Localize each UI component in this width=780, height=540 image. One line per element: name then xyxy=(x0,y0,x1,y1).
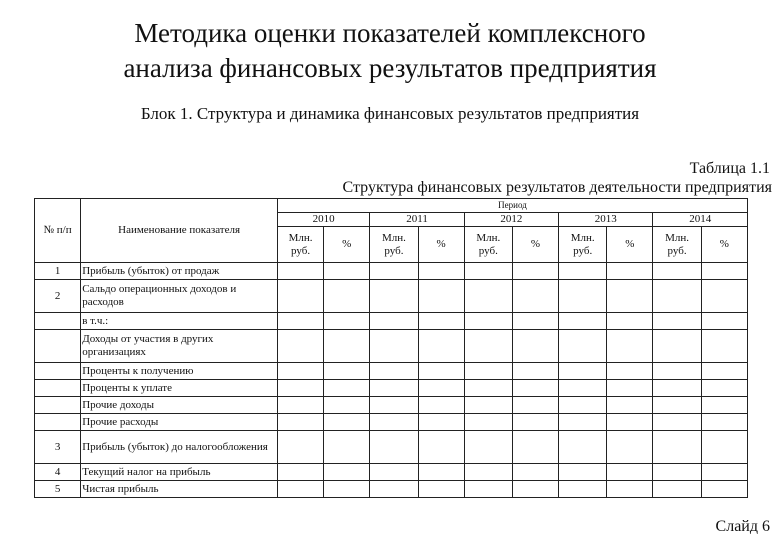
value-cell xyxy=(607,313,653,330)
value-cell xyxy=(559,380,607,397)
row-number xyxy=(35,363,81,380)
value-cell xyxy=(653,313,701,330)
row-number xyxy=(35,380,81,397)
value-cell xyxy=(277,313,323,330)
value-cell xyxy=(559,481,607,498)
value-cell xyxy=(653,414,701,431)
value-cell xyxy=(607,263,653,280)
value-cell xyxy=(324,397,370,414)
value-cell xyxy=(653,481,701,498)
value-cell xyxy=(559,263,607,280)
row-number xyxy=(35,313,81,330)
value-cell xyxy=(324,330,370,363)
financial-results-table xyxy=(34,198,748,498)
value-cell xyxy=(277,330,323,363)
row-name: Проценты к получению xyxy=(81,363,278,380)
header-unit-pct: % xyxy=(701,227,747,263)
value-cell xyxy=(324,313,370,330)
value-cell xyxy=(464,363,512,380)
value-cell xyxy=(464,464,512,481)
value-cell xyxy=(418,313,464,330)
value-cell xyxy=(701,363,747,380)
value-cell xyxy=(370,397,418,414)
row-name: Прочие расходы xyxy=(81,414,278,431)
row-name: в т.ч.: xyxy=(81,313,278,330)
value-cell xyxy=(464,431,512,464)
value-cell xyxy=(701,280,747,313)
value-cell xyxy=(607,380,653,397)
value-cell xyxy=(370,280,418,313)
value-cell xyxy=(607,464,653,481)
value-cell xyxy=(559,414,607,431)
value-cell xyxy=(653,330,701,363)
value-cell xyxy=(607,363,653,380)
value-cell xyxy=(418,464,464,481)
value-cell xyxy=(701,414,747,431)
header-year-2011: 2011 xyxy=(370,213,464,227)
value-cell xyxy=(559,397,607,414)
row-name: Сальдо операционных доходов и расходов xyxy=(81,280,278,313)
row-number: 3 xyxy=(35,431,81,464)
value-cell xyxy=(464,280,512,313)
value-cell xyxy=(653,263,701,280)
value-cell xyxy=(370,380,418,397)
value-cell xyxy=(512,431,558,464)
value-cell xyxy=(418,481,464,498)
value-cell xyxy=(464,481,512,498)
table-row xyxy=(35,280,748,313)
header-unit-mln: Млн. руб. xyxy=(653,227,701,263)
value-cell xyxy=(512,280,558,313)
value-cell xyxy=(418,280,464,313)
header-unit-pct: % xyxy=(512,227,558,263)
value-cell xyxy=(464,380,512,397)
value-cell xyxy=(607,481,653,498)
header-unit-mln: Млн. руб. xyxy=(559,227,607,263)
header-year-2013: 2013 xyxy=(559,213,653,227)
table-row xyxy=(35,330,748,363)
value-cell xyxy=(653,380,701,397)
table-caption: Структура финансовых результатов деятельности предприятия xyxy=(342,179,772,196)
header-year-2010: 2010 xyxy=(277,213,369,227)
value-cell xyxy=(701,397,747,414)
header-period: Период xyxy=(277,199,747,213)
value-cell xyxy=(464,330,512,363)
header-unit-mln: Млн. руб. xyxy=(277,227,323,263)
row-name: Проценты к уплате xyxy=(81,380,278,397)
value-cell xyxy=(418,363,464,380)
slide-title xyxy=(0,16,780,86)
value-cell xyxy=(559,431,607,464)
table-row xyxy=(35,263,748,280)
row-name: Текущий налог на прибыль xyxy=(81,464,278,481)
value-cell xyxy=(370,431,418,464)
value-cell xyxy=(512,397,558,414)
slide-subtitle: Блок 1. Структура и динамика финансовых результатов предприятия xyxy=(140,104,640,123)
table-row xyxy=(35,464,748,481)
value-cell xyxy=(701,313,747,330)
value-cell xyxy=(370,481,418,498)
value-cell xyxy=(653,397,701,414)
value-cell xyxy=(324,431,370,464)
value-cell xyxy=(418,397,464,414)
value-cell xyxy=(324,363,370,380)
header-name: Наименование показателя xyxy=(81,199,278,263)
header-num: № п/п xyxy=(35,199,81,263)
slide-number: Слайд 6 xyxy=(715,518,770,535)
value-cell xyxy=(701,431,747,464)
value-cell xyxy=(653,363,701,380)
value-cell xyxy=(324,280,370,313)
value-cell xyxy=(559,464,607,481)
value-cell xyxy=(559,313,607,330)
value-cell xyxy=(277,380,323,397)
header-unit-pct: % xyxy=(324,227,370,263)
value-cell xyxy=(701,330,747,363)
value-cell xyxy=(370,363,418,380)
value-cell xyxy=(370,313,418,330)
header-year-2014: 2014 xyxy=(653,213,748,227)
table-number: Таблица 1.1 xyxy=(689,160,770,177)
value-cell xyxy=(512,414,558,431)
row-number: 1 xyxy=(35,263,81,280)
value-cell xyxy=(277,263,323,280)
row-number: 5 xyxy=(35,481,81,498)
value-cell xyxy=(464,397,512,414)
row-number xyxy=(35,397,81,414)
value-cell xyxy=(370,263,418,280)
value-cell xyxy=(607,330,653,363)
value-cell xyxy=(370,330,418,363)
value-cell xyxy=(277,280,323,313)
table-row xyxy=(35,380,748,397)
value-cell xyxy=(418,414,464,431)
table-row xyxy=(35,431,748,464)
row-number: 2 xyxy=(35,280,81,313)
table-row xyxy=(35,481,748,498)
header-unit-mln: Млн. руб. xyxy=(370,227,418,263)
value-cell xyxy=(512,481,558,498)
value-cell xyxy=(277,464,323,481)
header-unit-pct: % xyxy=(418,227,464,263)
title-line-1: Методика оценки показателей комплексного xyxy=(134,18,646,48)
value-cell xyxy=(418,431,464,464)
value-cell xyxy=(324,464,370,481)
value-cell xyxy=(324,481,370,498)
value-cell xyxy=(607,280,653,313)
row-name: Прибыль (убыток) от продаж xyxy=(81,263,278,280)
value-cell xyxy=(512,313,558,330)
table-row xyxy=(35,397,748,414)
value-cell xyxy=(512,464,558,481)
value-cell xyxy=(607,414,653,431)
value-cell xyxy=(701,263,747,280)
value-cell xyxy=(607,431,653,464)
value-cell xyxy=(559,330,607,363)
table-row xyxy=(35,363,748,380)
header-unit-pct: % xyxy=(607,227,653,263)
value-cell xyxy=(324,263,370,280)
value-cell xyxy=(418,330,464,363)
value-cell xyxy=(277,397,323,414)
value-cell xyxy=(370,464,418,481)
value-cell xyxy=(277,414,323,431)
value-cell xyxy=(653,280,701,313)
value-cell xyxy=(370,414,418,431)
value-cell xyxy=(324,414,370,431)
value-cell xyxy=(512,380,558,397)
value-cell xyxy=(512,263,558,280)
row-name: Чистая прибыль xyxy=(81,481,278,498)
header-year-2012: 2012 xyxy=(464,213,558,227)
value-cell xyxy=(512,363,558,380)
row-number xyxy=(35,414,81,431)
value-cell xyxy=(324,380,370,397)
value-cell xyxy=(559,363,607,380)
value-cell xyxy=(277,481,323,498)
header-unit-mln: Млн. руб. xyxy=(464,227,512,263)
value-cell xyxy=(701,481,747,498)
row-name: Прибыль (убыток) до налогообложения xyxy=(81,431,278,464)
value-cell xyxy=(607,397,653,414)
row-number xyxy=(35,330,81,363)
value-cell xyxy=(464,263,512,280)
value-cell xyxy=(559,280,607,313)
row-name: Доходы от участия в других организациях xyxy=(81,330,278,363)
row-name: Прочие доходы xyxy=(81,397,278,414)
value-cell xyxy=(701,380,747,397)
value-cell xyxy=(418,263,464,280)
value-cell xyxy=(464,313,512,330)
value-cell xyxy=(653,431,701,464)
title-line-2: анализа финансовых результатов предприятия xyxy=(123,53,657,83)
row-number: 4 xyxy=(35,464,81,481)
value-cell xyxy=(418,380,464,397)
value-cell xyxy=(701,464,747,481)
value-cell xyxy=(653,464,701,481)
table-row xyxy=(35,313,748,330)
value-cell xyxy=(277,363,323,380)
value-cell xyxy=(464,414,512,431)
value-cell xyxy=(277,431,323,464)
value-cell xyxy=(512,330,558,363)
table-row xyxy=(35,414,748,431)
